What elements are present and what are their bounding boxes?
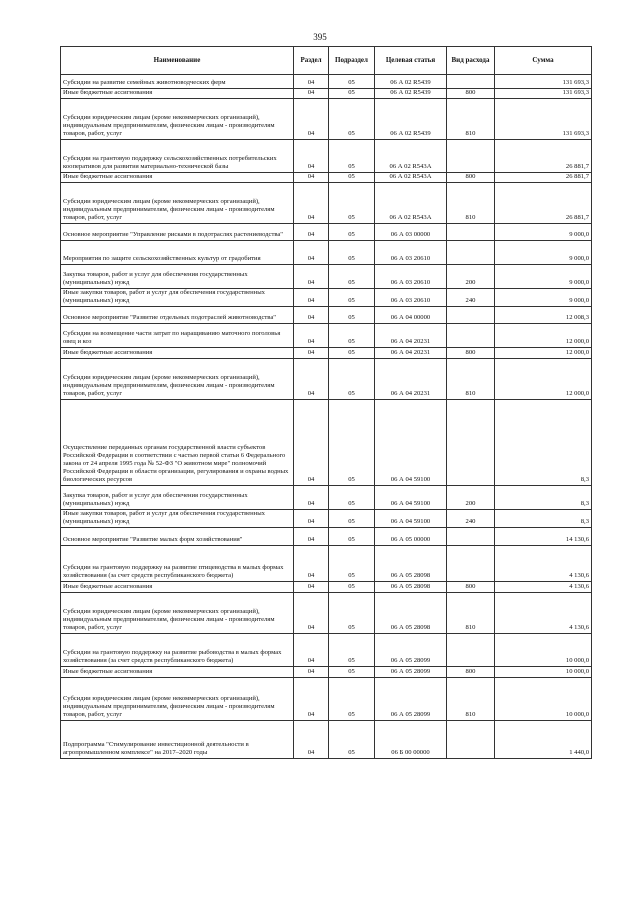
cell-name: Иные бюджетные ассигнования bbox=[61, 173, 294, 183]
cell-target: 06 А 05 28098 bbox=[375, 582, 447, 593]
table-row bbox=[61, 678, 592, 721]
cell-section: 04 bbox=[294, 667, 329, 678]
cell-target: 06 А 03 00000 bbox=[375, 224, 447, 241]
cell-type: 800 bbox=[447, 582, 495, 593]
cell-target: 06 А 02 R5439 bbox=[375, 75, 447, 89]
cell-subsection: 05 bbox=[329, 241, 375, 265]
table-row bbox=[61, 546, 592, 582]
table-row bbox=[61, 241, 592, 265]
cell-type: 200 bbox=[447, 265, 495, 289]
table-row bbox=[61, 75, 592, 89]
cell-type bbox=[447, 224, 495, 241]
table-row bbox=[61, 89, 592, 99]
cell-name: Иные закупки товаров, работ и услуг для обеспечения государственных (муниципальных) нужд bbox=[61, 510, 294, 528]
cell-subsection: 05 bbox=[329, 667, 375, 678]
table-row bbox=[61, 224, 592, 241]
cell-section: 04 bbox=[294, 324, 329, 348]
cell-section: 04 bbox=[294, 224, 329, 241]
cell-sum: 131 693,3 bbox=[495, 75, 592, 89]
cell-subsection: 05 bbox=[329, 634, 375, 667]
cell-type: 800 bbox=[447, 667, 495, 678]
table-row bbox=[61, 324, 592, 348]
cell-sum: 12 000,0 bbox=[495, 348, 592, 359]
cell-type bbox=[447, 324, 495, 348]
cell-sum: 10 000,0 bbox=[495, 667, 592, 678]
cell-section: 04 bbox=[294, 359, 329, 400]
cell-section: 04 bbox=[294, 678, 329, 721]
cell-name: Субсидии на грантовую поддержку сельскохозяйственных потребительских кооперативов для развития материально-технической базы bbox=[61, 140, 294, 173]
cell-target: 06 А 05 00000 bbox=[375, 528, 447, 546]
cell-name: Иные бюджетные ассигнования bbox=[61, 348, 294, 359]
cell-sum: 1 440,0 bbox=[495, 721, 592, 759]
cell-type: 240 bbox=[447, 510, 495, 528]
cell-subsection: 05 bbox=[329, 324, 375, 348]
cell-section: 04 bbox=[294, 140, 329, 173]
cell-type bbox=[447, 634, 495, 667]
cell-subsection: 05 bbox=[329, 289, 375, 307]
cell-section: 04 bbox=[294, 721, 329, 759]
cell-section: 04 bbox=[294, 582, 329, 593]
cell-section: 04 bbox=[294, 89, 329, 99]
cell-type: 800 bbox=[447, 348, 495, 359]
table-row bbox=[61, 528, 592, 546]
cell-name: Иные закупки товаров, работ и услуг для обеспечения государственных (муниципальных) нужд bbox=[61, 289, 294, 307]
cell-type: 810 bbox=[447, 678, 495, 721]
cell-section: 04 bbox=[294, 75, 329, 89]
cell-sum: 10 000,0 bbox=[495, 678, 592, 721]
table-row bbox=[61, 265, 592, 289]
cell-section: 04 bbox=[294, 183, 329, 224]
cell-name: Подпрограмма "Стимулирование инвестиционной деятельности в агропромышленном комплексе" на 2017–2020 годы bbox=[61, 721, 294, 759]
cell-section: 04 bbox=[294, 634, 329, 667]
cell-subsection: 05 bbox=[329, 528, 375, 546]
cell-name: Иные бюджетные ассигнования bbox=[61, 667, 294, 678]
cell-target: 06 А 04 20231 bbox=[375, 359, 447, 400]
cell-sum: 9 000,0 bbox=[495, 224, 592, 241]
cell-section: 04 bbox=[294, 99, 329, 140]
cell-name: Мероприятия по защите сельскохозяйственных культур от градобития bbox=[61, 241, 294, 265]
cell-section: 04 bbox=[294, 593, 329, 634]
cell-type bbox=[447, 400, 495, 486]
cell-sum: 9 000,0 bbox=[495, 241, 592, 265]
cell-sum: 131 693,3 bbox=[495, 99, 592, 140]
cell-name: Основное мероприятие "Развитие отдельных подотраслей животноводства" bbox=[61, 307, 294, 324]
cell-subsection: 05 bbox=[329, 265, 375, 289]
cell-type: 810 bbox=[447, 99, 495, 140]
cell-type bbox=[447, 546, 495, 582]
cell-section: 04 bbox=[294, 400, 329, 486]
header-subsection: Подраздел bbox=[329, 47, 375, 75]
cell-name: Иные бюджетные ассигнования bbox=[61, 89, 294, 99]
table-row bbox=[61, 359, 592, 400]
cell-name: Осуществление переданных органам государственной власти субъектов Российской Федерации в соответствии с частью первой статьи 6 Федерального закона от 24 апреля 1995 года № 52-ФЗ "О животном мире" полномочий Российской Федерации в области организации, регулирования и охраны водных биологических ресурсов bbox=[61, 400, 294, 486]
cell-name: Иные бюджетные ассигнования bbox=[61, 582, 294, 593]
cell-type: 810 bbox=[447, 593, 495, 634]
cell-target: 06 А 02 R5439 bbox=[375, 89, 447, 99]
cell-name: Основное мероприятие "Управление рисками в подотраслях растениеводства" bbox=[61, 224, 294, 241]
cell-name: Субсидии на грантовую поддержку на развитие птицеводства в малых формах хозяйствования (за счет средств республиканского бюджета) bbox=[61, 546, 294, 582]
cell-type bbox=[447, 721, 495, 759]
cell-type bbox=[447, 140, 495, 173]
cell-sum: 8,3 bbox=[495, 510, 592, 528]
cell-sum: 26 881,7 bbox=[495, 173, 592, 183]
cell-target: 06 А 02 R543А bbox=[375, 173, 447, 183]
cell-target: 06 Б 00 00000 bbox=[375, 721, 447, 759]
cell-name: Субсидии юридическим лицам (кроме некоммерческих организаций), индивидуальным предпринимателям, физическим лицам - производителям товаров, работ, услуг bbox=[61, 678, 294, 721]
cell-type bbox=[447, 75, 495, 89]
cell-section: 04 bbox=[294, 173, 329, 183]
table-row bbox=[61, 348, 592, 359]
cell-subsection: 05 bbox=[329, 99, 375, 140]
header-target: Целевая статья bbox=[375, 47, 447, 75]
cell-type: 800 bbox=[447, 89, 495, 99]
cell-target: 06 А 02 R543А bbox=[375, 183, 447, 224]
cell-type: 200 bbox=[447, 486, 495, 510]
cell-type bbox=[447, 307, 495, 324]
cell-sum: 9 000,0 bbox=[495, 265, 592, 289]
cell-subsection: 05 bbox=[329, 75, 375, 89]
table-row bbox=[61, 721, 592, 759]
cell-subsection: 05 bbox=[329, 546, 375, 582]
cell-target: 06 А 04 00000 bbox=[375, 307, 447, 324]
cell-subsection: 05 bbox=[329, 140, 375, 173]
cell-target: 06 А 03 20610 bbox=[375, 265, 447, 289]
cell-sum: 12 008,3 bbox=[495, 307, 592, 324]
cell-sum: 4 130,6 bbox=[495, 582, 592, 593]
cell-subsection: 05 bbox=[329, 359, 375, 400]
cell-sum: 131 693,3 bbox=[495, 89, 592, 99]
header-name: Наименование bbox=[61, 47, 294, 75]
cell-target: 06 А 05 28099 bbox=[375, 678, 447, 721]
table-header-row bbox=[61, 47, 592, 75]
header-sum: Сумма bbox=[495, 47, 592, 75]
cell-name: Субсидии на грантовую поддержку на развитие рыбоводства в малых формах хозяйствования (за счет средств республиканского бюджета) bbox=[61, 634, 294, 667]
table-row bbox=[61, 634, 592, 667]
cell-subsection: 05 bbox=[329, 721, 375, 759]
cell-subsection: 05 bbox=[329, 348, 375, 359]
cell-name: Закупка товаров, работ и услуг для обеспечения государственных (муниципальных) нужд bbox=[61, 265, 294, 289]
cell-section: 04 bbox=[294, 289, 329, 307]
page-number: 395 bbox=[313, 32, 327, 42]
cell-section: 04 bbox=[294, 546, 329, 582]
cell-name: Субсидии юридическим лицам (кроме некоммерческих организаций), индивидуальным предпринимателям, физическим лицам - производителям товаров, работ, услуг bbox=[61, 359, 294, 400]
cell-type bbox=[447, 241, 495, 265]
cell-target: 06 А 03 20610 bbox=[375, 241, 447, 265]
cell-type: 800 bbox=[447, 173, 495, 183]
cell-section: 04 bbox=[294, 510, 329, 528]
cell-sum: 10 000,0 bbox=[495, 634, 592, 667]
cell-section: 04 bbox=[294, 486, 329, 510]
cell-sum: 8,3 bbox=[495, 400, 592, 486]
table-row bbox=[61, 667, 592, 678]
cell-section: 04 bbox=[294, 241, 329, 265]
cell-target: 06 А 04 20231 bbox=[375, 348, 447, 359]
cell-sum: 12 000,0 bbox=[495, 324, 592, 348]
cell-section: 04 bbox=[294, 265, 329, 289]
cell-target: 06 А 04 59100 bbox=[375, 486, 447, 510]
cell-name: Субсидии юридическим лицам (кроме некоммерческих организаций), индивидуальным предпринимателям, физическим лицам - производителям товаров, работ, услуг bbox=[61, 183, 294, 224]
cell-sum: 9 000,0 bbox=[495, 289, 592, 307]
cell-subsection: 05 bbox=[329, 582, 375, 593]
table-row bbox=[61, 582, 592, 593]
cell-target: 06 А 04 59100 bbox=[375, 400, 447, 486]
cell-type: 810 bbox=[447, 359, 495, 400]
cell-subsection: 05 bbox=[329, 173, 375, 183]
table-body bbox=[61, 75, 592, 759]
table-row bbox=[61, 140, 592, 173]
cell-target: 06 А 05 28098 bbox=[375, 593, 447, 634]
cell-section: 04 bbox=[294, 348, 329, 359]
cell-type: 810 bbox=[447, 183, 495, 224]
cell-target: 06 А 05 28099 bbox=[375, 667, 447, 678]
table-row bbox=[61, 486, 592, 510]
table-row bbox=[61, 289, 592, 307]
cell-section: 04 bbox=[294, 307, 329, 324]
cell-name: Субсидии на возмещение части затрат по наращиванию маточного поголовья овец и коз bbox=[61, 324, 294, 348]
cell-name: Субсидии юридическим лицам (кроме некоммерческих организаций), индивидуальным предпринимателям, физическим лицам - производителям товаров, работ, услуг bbox=[61, 99, 294, 140]
table-row bbox=[61, 510, 592, 528]
cell-sum: 26 881,7 bbox=[495, 183, 592, 224]
cell-subsection: 05 bbox=[329, 224, 375, 241]
budget-table bbox=[60, 46, 592, 759]
cell-section: 04 bbox=[294, 528, 329, 546]
cell-sum: 12 000,0 bbox=[495, 359, 592, 400]
cell-name: Субсидии на развитие семейных животноводческих ферм bbox=[61, 75, 294, 89]
cell-target: 06 А 04 59100 bbox=[375, 510, 447, 528]
cell-sum: 26 881,7 bbox=[495, 140, 592, 173]
cell-type bbox=[447, 528, 495, 546]
table-row bbox=[61, 173, 592, 183]
cell-sum: 4 130,6 bbox=[495, 546, 592, 582]
header-type: Вид расхода bbox=[447, 47, 495, 75]
cell-target: 06 А 05 28099 bbox=[375, 634, 447, 667]
table-row bbox=[61, 307, 592, 324]
cell-subsection: 05 bbox=[329, 486, 375, 510]
header-section: Раздел bbox=[294, 47, 329, 75]
cell-subsection: 05 bbox=[329, 593, 375, 634]
cell-subsection: 05 bbox=[329, 89, 375, 99]
cell-target: 06 А 02 R5439 bbox=[375, 99, 447, 140]
table-row bbox=[61, 183, 592, 224]
table-row bbox=[61, 99, 592, 140]
cell-subsection: 05 bbox=[329, 400, 375, 486]
cell-type: 240 bbox=[447, 289, 495, 307]
cell-target: 06 А 05 28098 bbox=[375, 546, 447, 582]
cell-sum: 8,3 bbox=[495, 486, 592, 510]
cell-target: 06 А 04 20231 bbox=[375, 324, 447, 348]
cell-subsection: 05 bbox=[329, 183, 375, 224]
cell-sum: 4 130,6 bbox=[495, 593, 592, 634]
cell-target: 06 А 02 R543А bbox=[375, 140, 447, 173]
cell-subsection: 05 bbox=[329, 307, 375, 324]
cell-subsection: 05 bbox=[329, 678, 375, 721]
table-row bbox=[61, 400, 592, 486]
cell-name: Субсидии юридическим лицам (кроме некоммерческих организаций), индивидуальным предпринимателям, физическим лицам - производителям товаров, работ, услуг bbox=[61, 593, 294, 634]
cell-subsection: 05 bbox=[329, 510, 375, 528]
cell-target: 06 А 03 20610 bbox=[375, 289, 447, 307]
table-row bbox=[61, 593, 592, 634]
cell-sum: 14 130,6 bbox=[495, 528, 592, 546]
cell-name: Основное мероприятие "Развитие малых форм хозяйствования" bbox=[61, 528, 294, 546]
cell-name: Закупка товаров, работ и услуг для обеспечения государственных (муниципальных) нужд bbox=[61, 486, 294, 510]
